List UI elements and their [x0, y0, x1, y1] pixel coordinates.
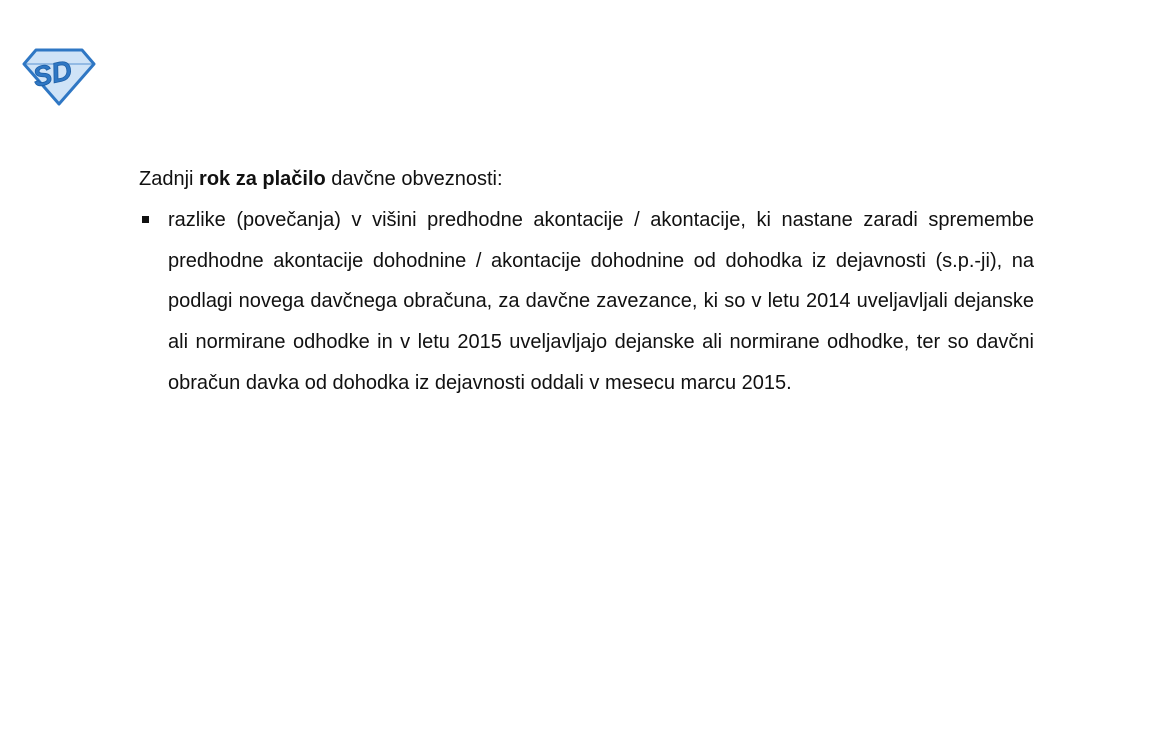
- intro-text-start: Zadnji: [139, 168, 200, 190]
- sd-logo: [22, 48, 96, 106]
- intro-paragraph: [139, 164, 1034, 194]
- intro-text-end: davčne obveznosti:: [325, 168, 503, 190]
- square-bullet-icon: [142, 216, 149, 223]
- bullet-list: [139, 200, 1034, 404]
- list-item: [139, 200, 1034, 404]
- document-body: [139, 164, 1034, 404]
- svg-text:SD: SD: [30, 54, 75, 93]
- sd-shield-icon: [22, 48, 96, 106]
- bullet-text: razlike (povečanja) v višini predhodne akontacije / akontacije, ki nastane zaradi spremembe predhodne akontacije dohodnine / akontacije dohodnine od dohodka iz dejavnosti (s.p.-ji), na podlagi novega davčnega obračuna, za davčne zavezance, ki so v letu 2014 uveljavljali dejanske ali normirane odhodke in v letu 2015 uveljavljajo dejanske ali normirane odhodke, ter so davčni obračun davka od dohodka iz dejavnosti oddali v mesecu marcu 2015.: [168, 209, 1034, 394]
- intro-bold-text: rok za plačilo: [199, 168, 326, 190]
